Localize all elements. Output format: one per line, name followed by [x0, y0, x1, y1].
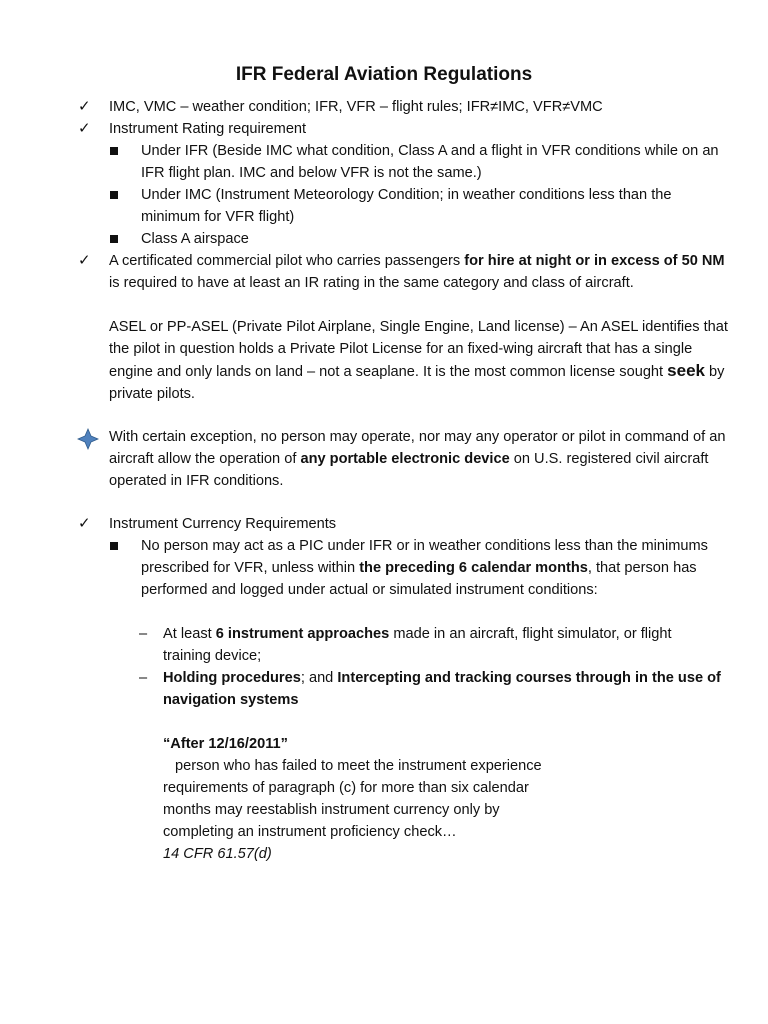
item-currency-requirements: Instrument Currency Requirements	[109, 516, 337, 532]
citation: 14 CFR 61.57(d)	[163, 846, 272, 862]
dash-item-approaches: At least 6 instrument approaches made in an aircraft, flight simulator, or flight training device;	[163, 626, 672, 664]
square-bullet-icon	[110, 191, 118, 199]
page-title: IFR Federal Aviation Regulations	[235, 64, 533, 85]
checkmark-icon: ✓	[78, 120, 91, 137]
item-imc-vmc: IMC, VMC – weather condition; IFR, VFR – flight rules; IFR≠IMC, VFR≠VMC	[109, 99, 603, 115]
square-bullet-icon	[110, 542, 118, 550]
dash-bullet-icon: –	[139, 626, 148, 642]
quote-heading: “After 12/16/2011”	[163, 736, 288, 752]
sub-item-under-imc: Under IMC (Instrument Meteorology Condition; in weather conditions less than the minimum for VFR flight)	[141, 187, 672, 225]
sub-item-no-person-pic: No person may act as a PIC under IFR or in weather conditions less than the minimums prescribed for VFR, unless within the preceding 6 calendar months, that person has performed and logged under actual or simulated instrument conditions:	[141, 538, 708, 598]
checkmark-icon: ✓	[78, 515, 91, 532]
checkmark-icon: ✓	[78, 252, 91, 269]
square-bullet-icon	[110, 235, 118, 243]
item-instrument-rating: Instrument Rating requirement	[109, 121, 307, 137]
four-point-star-icon	[77, 428, 99, 450]
sub-item-under-ifr: Under IFR (Beside IMC what condition, Class A and a flight in VFR conditions while on an IFR flight plan. IMC and below VFR is not the same.)	[141, 143, 719, 181]
square-bullet-icon	[110, 147, 118, 155]
item-portable-electronic-device: With certain exception, no person may operate, nor may any operator or pilot in command of an aircraft allow the operation of any portable electronic device on U.S. registered civil aircraft operated in IFR conditions.	[109, 429, 726, 489]
quote-line-2: requirements of paragraph (c) for more than six calendar	[163, 780, 529, 796]
checkmark-icon: ✓	[78, 98, 91, 115]
dash-item-holding: Holding procedures; and Intercepting and tracking courses through in the use of navigation systems	[163, 670, 721, 708]
quote-line-3: months may reestablish instrument currency only by	[163, 802, 500, 818]
quote-line-1: person who has failed to meet the instrument experience	[175, 758, 542, 774]
dash-bullet-icon: –	[139, 670, 148, 686]
item-commercial-pilot: A certificated commercial pilot who carries passengers for hire at night or in excess of 50 NM is required to have at least an IR rating in the same category and class of aircraft.	[109, 253, 725, 291]
asel-definition: ASEL or PP-ASEL (Private Pilot Airplane, Single Engine, Land license) – An ASEL identifies that the pilot in question holds a Private Pilot License for an fixed-wing aircraft that has a single engine and only lands on land – not a seaplane. It is the most common license sought seek by private pilots.	[109, 319, 728, 402]
quote-line-4: completing an instrument proficiency check…	[163, 824, 457, 840]
sub-item-class-a: Class A airspace	[141, 231, 249, 247]
